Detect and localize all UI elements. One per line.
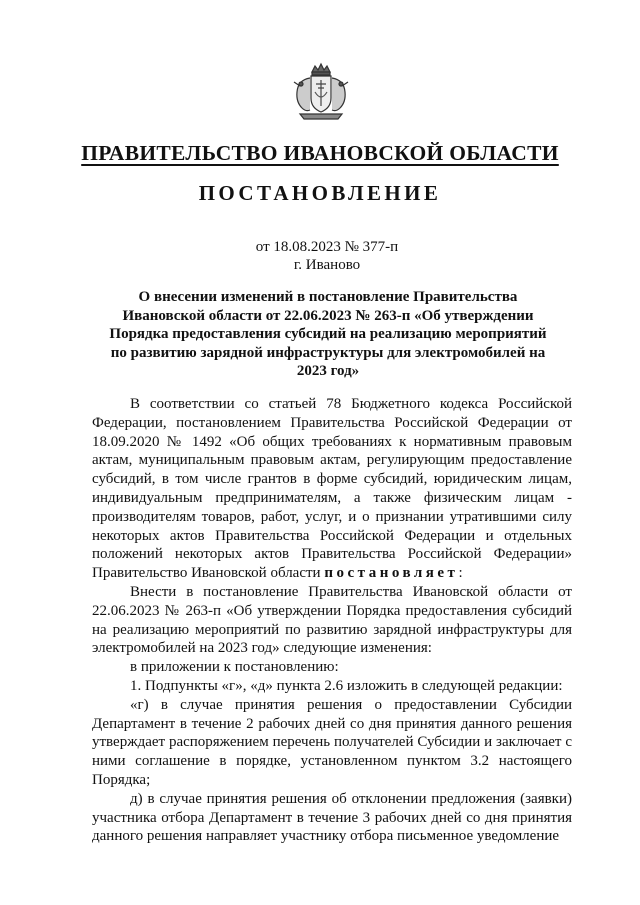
document-body bbox=[92, 395, 572, 846]
organization-name-text: ПРАВИТЕЛЬСТВО ИВАНОВСКОЙ ОБЛАСТИ bbox=[81, 141, 559, 165]
document-meta bbox=[202, 238, 452, 274]
paragraph-subitem-d: д) в случае принятия решения об отклонении предложения (заявки) участника отбора Департамент в течение 3 рабочих дней со дня принятия данного решения направляет участнику отбора письменное уведомление bbox=[92, 790, 572, 845]
decree-word: постановляет bbox=[324, 565, 459, 582]
city: г. Иваново bbox=[293, 257, 361, 273]
paragraph-annex: в приложении к постановлению: bbox=[130, 659, 339, 676]
paragraph-subitem-g: «г) в случае принятия решения о предоставлении Субсидии Департамент в течение 2 рабочих дней со дня принятия данного решения утверждает распоряжением перечень получателей Субсидии и заключает с ними соглашение в порядке, установленном пунктом 3.2 настоящего Порядка; bbox=[92, 696, 572, 788]
decree-colon: : bbox=[458, 565, 463, 582]
coat-of-arms-icon bbox=[288, 62, 354, 122]
paragraph-preamble bbox=[92, 395, 572, 583]
preamble-text: В соответствии со статьей 78 Бюджетного кодекса Российской Федерации, постановлением Правительства Российской Федерации от 18.09.2020 № 1492 «Об общих требованиях к нормативным правовым актам, муниципальным правовым актам, регулирующим предоставление субсидий, в том числе грантов в форме субсидий, юридическим лицам, индивидуальным предпринимателям, а также физическим лицам - производителям товаров, работ, услуг, и о признании утратившими силу некоторых актов Правительства Российской Федерации и отдельных положений некоторых актов Правительства Российской Федерации» Правительство Ивановской области bbox=[92, 396, 572, 582]
organization-name bbox=[0, 141, 640, 166]
paragraph-item-1: 1. Подпункты «г», «д» пункта 2.6 изложить в следующей редакции: bbox=[130, 677, 563, 694]
date-number: от 18.08.2023 № 377-п bbox=[255, 239, 399, 255]
document-type: ПОСТАНОВЛЕНИЕ bbox=[198, 181, 442, 205]
document-title: О внесении изменений в постановление Правительства Ивановской области от 22.06.2023 № 263-п «Об утверждении Порядка предоставления субсидий на реализацию мероприятий по развитию зарядной инфраструктуры для электромобилей на 2023 год» bbox=[109, 289, 547, 379]
paragraph-amend: Внести в постановление Правительства Ивановской области от 22.06.2023 № 263-п «Об утверждении Порядка предоставления субсидий на реализацию мероприятий по развитию зарядной инфраструктуры для электромобилей на 2023 год» следующие изменения: bbox=[92, 583, 572, 657]
